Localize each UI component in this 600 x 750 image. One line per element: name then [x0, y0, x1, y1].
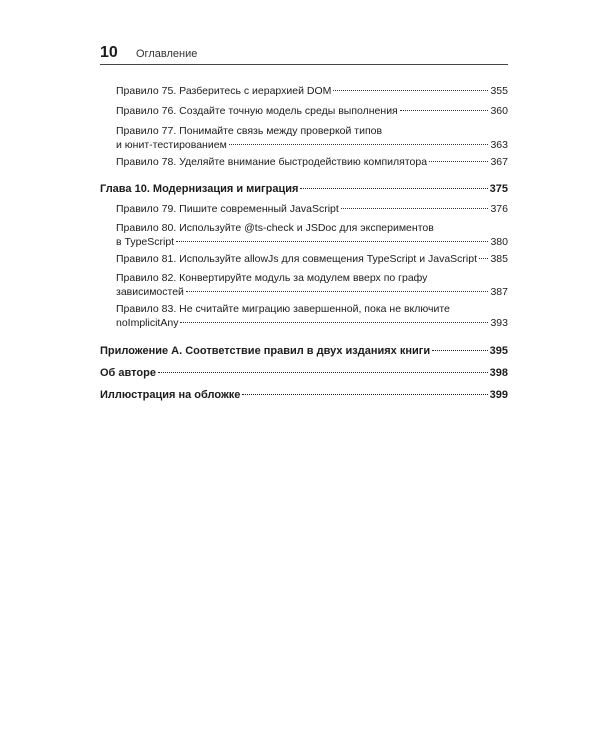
dot-leader	[186, 291, 489, 292]
toc-entry-rule-77	[116, 124, 508, 152]
toc-entry-title: Правило 83. Не считайте миграцию завершенной, пока не включите	[116, 303, 450, 315]
toc-entry-rule-83	[116, 302, 508, 330]
toc-chapter-title: Иллюстрация на обложке	[100, 389, 241, 401]
toc-entry-title: Правило 77. Понимайте связь между проверкой типов	[116, 125, 383, 137]
toc-entry-rule-82	[116, 271, 508, 299]
toc-entry-cover-illustration	[100, 388, 508, 402]
dot-leader	[300, 188, 487, 189]
toc-chapter-title: Глава 10. Модернизация и миграция	[100, 183, 299, 195]
toc-entry-title-cont: зависимостей	[116, 286, 184, 298]
toc-entry-title-cont: в TypeScript	[116, 236, 175, 248]
page-number: 10	[100, 44, 118, 61]
toc-entry-title-cont: и юнит-тестированием	[116, 139, 227, 151]
toc-entry-title: Правило 81. Используйте allowJs для совмещения TypeScript и JavaScript	[116, 253, 478, 265]
toc-page-number: 385	[490, 253, 508, 265]
toc-entry-title-cont: noImplicitAny	[116, 317, 179, 329]
toc-page-number: 363	[490, 139, 508, 151]
toc-page-number: 355	[490, 85, 508, 97]
dot-leader	[429, 161, 488, 162]
dot-leader	[341, 208, 489, 209]
toc-entry-title: Правило 82. Конвертируйте модуль за модулем вверх по графу	[116, 272, 428, 284]
toc-page-number: 387	[490, 286, 508, 298]
dot-leader	[400, 110, 489, 111]
toc-page-number: 367	[490, 156, 508, 168]
toc-page-number: 376	[490, 203, 508, 215]
toc-entry-rule-78	[116, 155, 508, 169]
toc-entry-about-author	[100, 366, 508, 380]
toc-entry-title: Правило 79. Пишите современный JavaScript	[116, 203, 339, 215]
toc-page-number: 398	[489, 367, 508, 379]
toc-entry-title: Правило 78. Уделяйте внимание быстродействию компилятора	[116, 156, 428, 168]
toc-entry-rule-81	[116, 252, 508, 266]
toc-entry-title: Правило 75. Разберитесь с иерархией DOM	[116, 85, 332, 97]
dot-leader	[432, 350, 488, 351]
dot-leader	[479, 258, 488, 259]
toc-entry-rule-75	[116, 84, 508, 98]
dot-leader	[158, 372, 488, 373]
running-title: Оглавление	[136, 48, 198, 60]
toc-entry-chapter-10	[100, 182, 508, 196]
toc-page-number: 399	[489, 389, 508, 401]
dot-leader	[176, 241, 488, 242]
toc-entry-title: Правило 80. Используйте @ts-check и JSDoc для экспериментов	[116, 222, 434, 234]
toc-entry-title: Правило 76. Создайте точную модель среды выполнения	[116, 105, 398, 117]
header-rule	[100, 64, 508, 65]
toc-page-number: 395	[489, 345, 508, 357]
toc-page-number: 375	[489, 183, 508, 195]
toc-page-number: 380	[490, 236, 508, 248]
page-header	[100, 44, 508, 66]
toc-entry-appendix-a	[100, 344, 508, 358]
toc-entry-rule-80	[116, 221, 508, 249]
dot-leader	[180, 322, 488, 323]
toc-page-number: 393	[490, 317, 508, 329]
toc-entry-rule-79	[116, 202, 508, 216]
toc-page-number: 360	[490, 105, 508, 117]
dot-leader	[229, 144, 489, 145]
toc-chapter-title: Приложение А. Соответствие правил в двух изданиях книги	[100, 345, 431, 357]
toc-chapter-title: Об авторе	[100, 367, 156, 379]
dot-leader	[333, 90, 488, 91]
toc-entry-rule-76	[116, 104, 508, 118]
dot-leader	[242, 394, 487, 395]
